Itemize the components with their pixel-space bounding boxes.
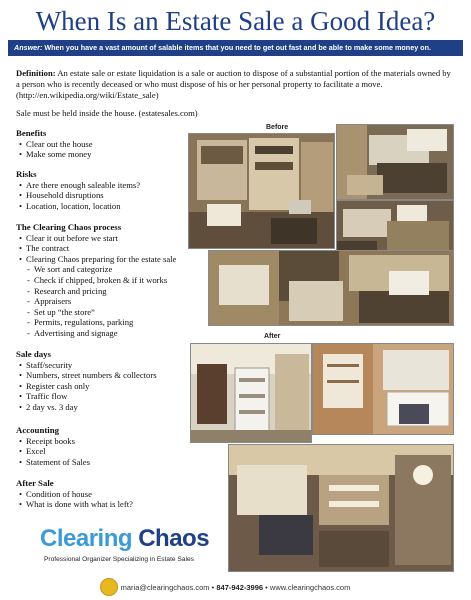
definition-text: An estate sale or estate liquidation is a sale or auction to dispose of a substantial portion of the materials owned by a person who is recently deceased or who must dispose of his or her personal property to facilitate a move. (http://en.wikipedia.org/wiki/Estate_sale) [16, 68, 451, 100]
organized-room-image [191, 344, 312, 443]
before-label: Before [266, 124, 289, 131]
section-heading: Benefits [16, 128, 47, 138]
after-photo-3 [228, 444, 454, 572]
cluttered-room-image [209, 251, 454, 326]
logo-tagline: Professional Organizer Specializing in Estate Sales [44, 556, 194, 563]
section-heading: Accounting [16, 425, 60, 435]
page-title: When Is an Estate Sale a Good Idea? [35, 6, 436, 36]
contact-line [0, 583, 471, 592]
section-after-sale [16, 478, 191, 510]
list-item: • Household disruptions [16, 190, 191, 201]
list-subitem: - Appraisers [16, 296, 191, 307]
list-item: • 2 day vs. 3 day [16, 402, 191, 413]
section-process [16, 222, 191, 339]
list-item: • Numbers, street numbers & collectors [16, 370, 191, 381]
definition-paragraph [16, 68, 456, 101]
list-subitem: - Check if chipped, broken & if it works [16, 275, 191, 286]
before-photo-2 [336, 124, 454, 200]
list-item: • Statement of Sales [16, 457, 191, 468]
contact-website: www.clearingchaos.com [269, 583, 351, 592]
list-subitem: - Permits, regulations, parking [16, 317, 191, 328]
list-subitem: - Set up “the store” [16, 307, 191, 318]
list-item: • Receipt books [16, 436, 191, 447]
cluttered-room-image [189, 134, 335, 249]
section-risks [16, 169, 191, 211]
separator: • [265, 583, 268, 592]
cluttered-room-image [337, 125, 454, 200]
organized-room-image [313, 344, 454, 435]
list-item: • Clear out the house [16, 139, 191, 150]
list-subitem: - Research and pricing [16, 286, 191, 297]
organized-room-image [229, 445, 454, 572]
list-subitem: - We sort and categorize [16, 264, 191, 275]
list-item: • Location, location, location [16, 201, 191, 212]
section-heading: Risks [16, 169, 37, 179]
contact-email: maria@clearingchaos.com [120, 583, 210, 592]
list-item: • Excel [16, 446, 191, 457]
logo-wordmark [40, 525, 230, 553]
section-heading: After Sale [16, 478, 54, 488]
after-photo-2 [312, 343, 454, 435]
section-heading: Sale days [16, 349, 51, 359]
list-item: • The contract [16, 243, 191, 254]
list-item: • Clear it out before we start [16, 233, 191, 244]
logo-clearing: Clearing [40, 525, 133, 552]
list-item: • Register cash only [16, 381, 191, 392]
answer-label: Answer: [14, 43, 43, 52]
before-photo-1 [188, 133, 335, 249]
list-item: • Condition of house [16, 489, 191, 500]
separator: • [211, 583, 215, 592]
before-photo-4 [208, 250, 454, 326]
sale-note: Sale must be held inside the house. (estatesales.com) [16, 108, 198, 118]
list-item: • Staff/security [16, 360, 191, 371]
after-photo-1 [190, 343, 312, 443]
after-label: After [264, 333, 281, 340]
logo-chaos: Chaos [138, 525, 210, 552]
clearing-chaos-logo [40, 525, 230, 575]
intro [16, 68, 456, 126]
contact-phone: 847-942-3996 [216, 583, 264, 592]
definition-label: Definition: [16, 68, 56, 78]
section-benefits [16, 128, 191, 160]
list-subitem: - Advertising and signage [16, 328, 191, 339]
list-item: • Traffic flow [16, 391, 191, 402]
section-sale-days [16, 349, 191, 413]
answer-bar [8, 40, 463, 56]
list-item: • What is done with what is left? [16, 499, 191, 510]
section-accounting [16, 425, 191, 467]
answer-text: When you have a vast amount of salable items that you need to get out fast and be able to make some money on. [44, 43, 431, 52]
list-item: • Are there enough saleable items? [16, 180, 191, 191]
list-item: • Clearing Chaos preparing for the estate sale [16, 254, 191, 265]
list-item: • Make some money [16, 149, 191, 160]
section-heading: The Clearing Chaos process [16, 222, 122, 232]
